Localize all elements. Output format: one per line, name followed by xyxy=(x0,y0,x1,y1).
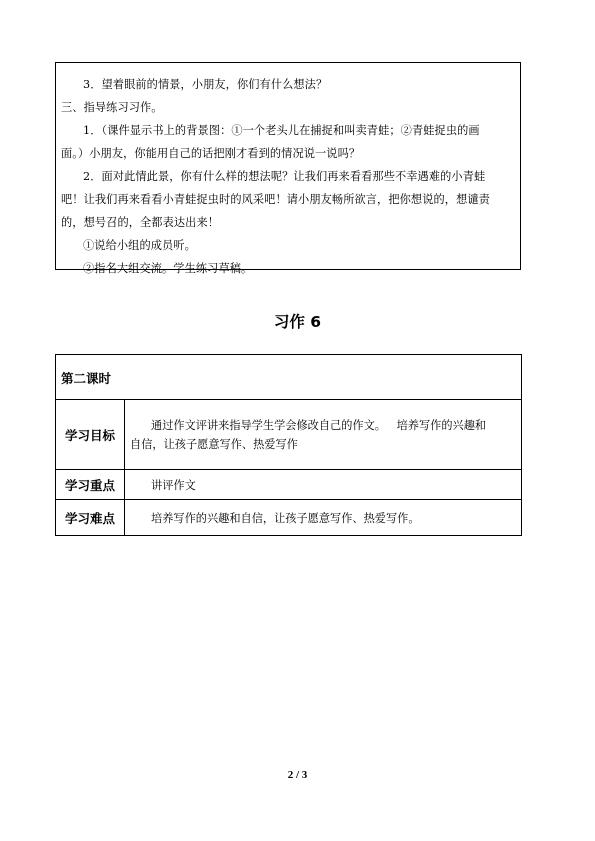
row-label: 学习难点 xyxy=(64,511,115,526)
page-number: 2 / 3 xyxy=(287,769,308,781)
row-label-cell xyxy=(56,500,125,536)
table-row xyxy=(56,470,522,500)
text-line: ②指名大组交流。学生练习草稿。 xyxy=(83,262,253,275)
text-line: 2．面对此情此景，你有什么样的想法呢？让我们再来看看那些不幸遇难的小青蛙 xyxy=(83,170,486,183)
text-line: 吧！让我们再来看看小青蛙捉虫时的风采吧！请小朋友畅所欲言，把你想说的，想谴责 xyxy=(61,193,490,206)
table-row xyxy=(56,500,522,536)
table-row xyxy=(56,400,522,470)
text-line: 1．（课件显示书上的背景图：①一个老头儿在捕捉和叫卖青蛙；②青蛙捉虫的画 xyxy=(83,124,480,137)
row-label: 学习重点 xyxy=(64,478,115,493)
row-label-cell xyxy=(56,400,125,470)
text-line: 面。）小朋友，你能用自己的话把刚才看到的情况说一说吗？ xyxy=(61,147,361,160)
row-text: 讲评作文 xyxy=(151,479,196,492)
row-content-cell xyxy=(125,470,522,500)
text-line: 三、指导练习习作。 xyxy=(61,101,163,114)
row-content-cell xyxy=(125,400,522,470)
text-line: ①说给小组的成员听。 xyxy=(83,239,196,252)
text-line: 的，想号召的，全都表达出来！ xyxy=(61,216,220,229)
text-line: 3．望着眼前的情景，小朋友，你们有什么想法？ xyxy=(83,78,328,91)
row-text: 培养写作的兴趣和自信，让孩子愿意写作、热爱写作。 xyxy=(151,512,420,525)
row-label: 学习目标 xyxy=(64,428,115,443)
lesson-plan-table xyxy=(55,354,522,536)
section-title: 习作 6 xyxy=(273,313,322,331)
lesson-period-label: 第二课时 xyxy=(61,370,112,386)
table-header-cell xyxy=(56,355,522,400)
row-content-cell xyxy=(125,500,522,536)
table-header-row xyxy=(56,355,522,400)
row-text-line: 通过作文评讲来指导学生学会修改自己的作文。 培养写作的兴趣和 xyxy=(151,418,487,432)
row-label-cell xyxy=(56,470,125,500)
row-text-line: 自信，让孩子愿意写作、热爱写作 xyxy=(130,437,298,451)
